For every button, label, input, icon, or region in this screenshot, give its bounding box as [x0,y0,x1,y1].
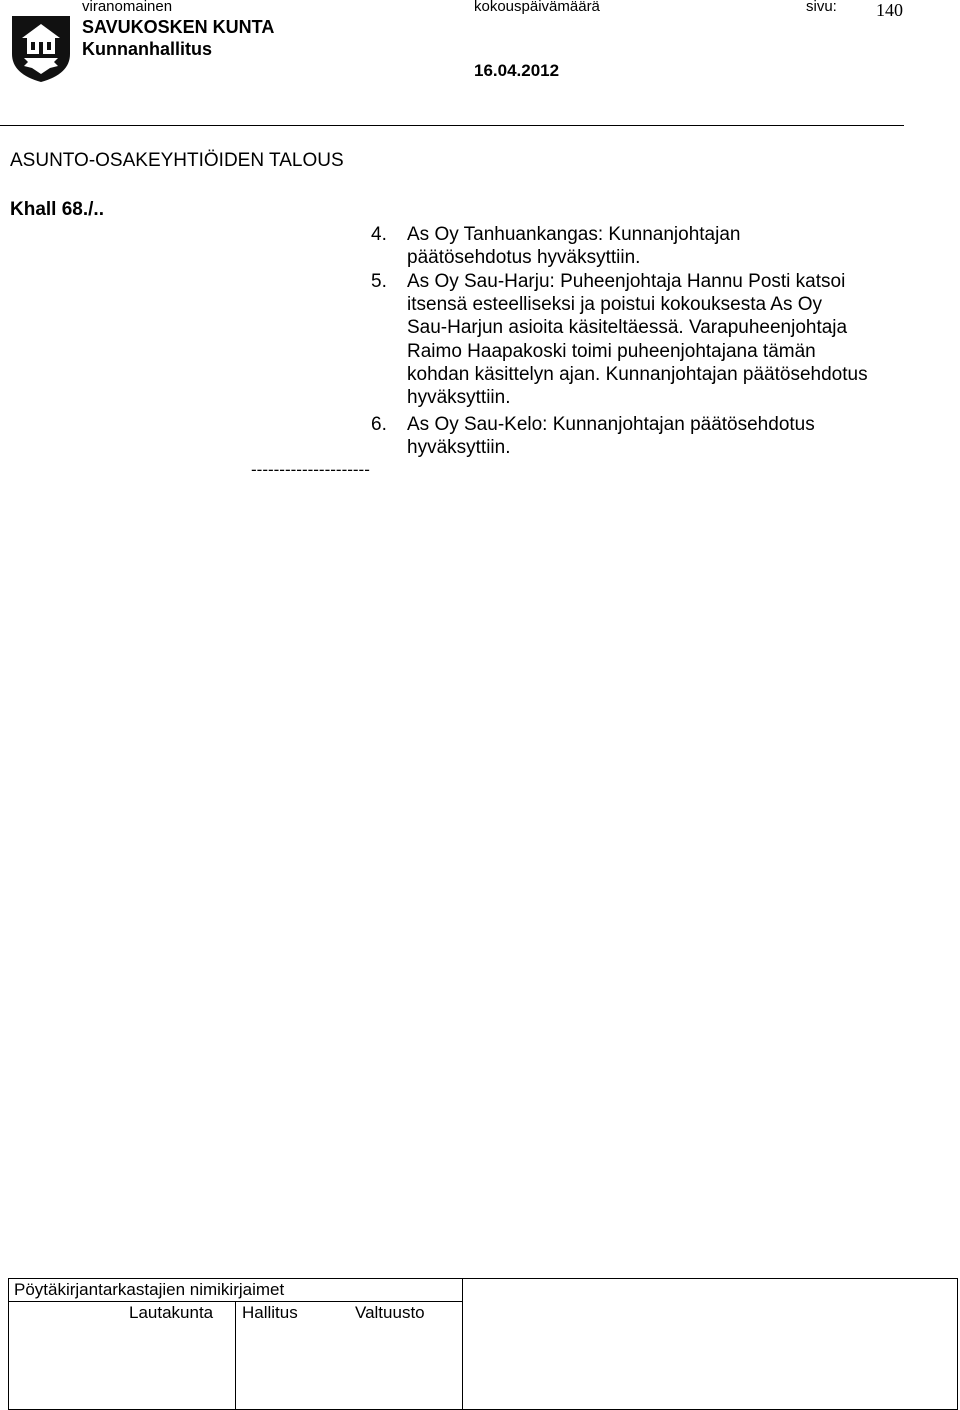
column-lautakunta: Lautakunta [129,1303,214,1322]
column-hallitus: Hallitus [242,1303,298,1322]
body-name: Kunnanhallitus [82,39,212,59]
meeting-date-label: kokouspäivämäärä [474,0,600,15]
item-number: 4. [371,224,387,245]
item-line: As Oy Sau-Kelo: Kunnanjohtajan päätösehdotus [407,414,815,435]
item-line: As Oy Tanhuankangas: Kunnanjohtajan [407,224,741,245]
separator-line: --------------------- [251,460,370,479]
authority-label: viranomainen [82,0,173,15]
item-line: kohdan käsittelyn ajan. Kunnanjohtajan päätösehdotus [407,364,868,385]
section-reference: Khall 68./.. [10,199,104,220]
municipal-crest-icon [10,14,72,84]
header-divider [0,125,904,126]
section-title: ASUNTO-OSAKEYHTIÖIDEN TALOUS [10,150,344,171]
organization-name: SAVUKOSKEN KUNTA [82,17,275,37]
column-divider [462,1279,463,1409]
column-valtuusto: Valtuusto [355,1303,425,1322]
page-number: 140 [876,0,903,20]
item-line: Sau-Harjun asioita käsiteltäessä. Varapuheenjohtaja [407,317,848,338]
item-line: päätösehdotus hyväksyttiin. [407,247,641,268]
item-line: Raimo Haapakoski toimi puheenjohtajana tämän [407,341,816,362]
item-number: 6. [371,414,387,435]
column-divider [235,1301,236,1409]
meeting-date: 16.04.2012 [474,61,560,80]
signatures-label: Pöytäkirjantarkastajien nimikirjaimet [14,1280,285,1299]
page-label: sivu: [806,0,837,15]
item-line: itsensä esteelliseksi ja poistui kokouksesta As Oy [407,294,823,315]
item-line: As Oy Sau-Harju: Puheenjohtaja Hannu Posti katsoi [407,271,846,292]
item-number: 5. [371,271,387,292]
item-line: hyväksyttiin. [407,387,511,408]
signature-table [8,1278,958,1410]
item-line: hyväksyttiin. [407,437,511,458]
